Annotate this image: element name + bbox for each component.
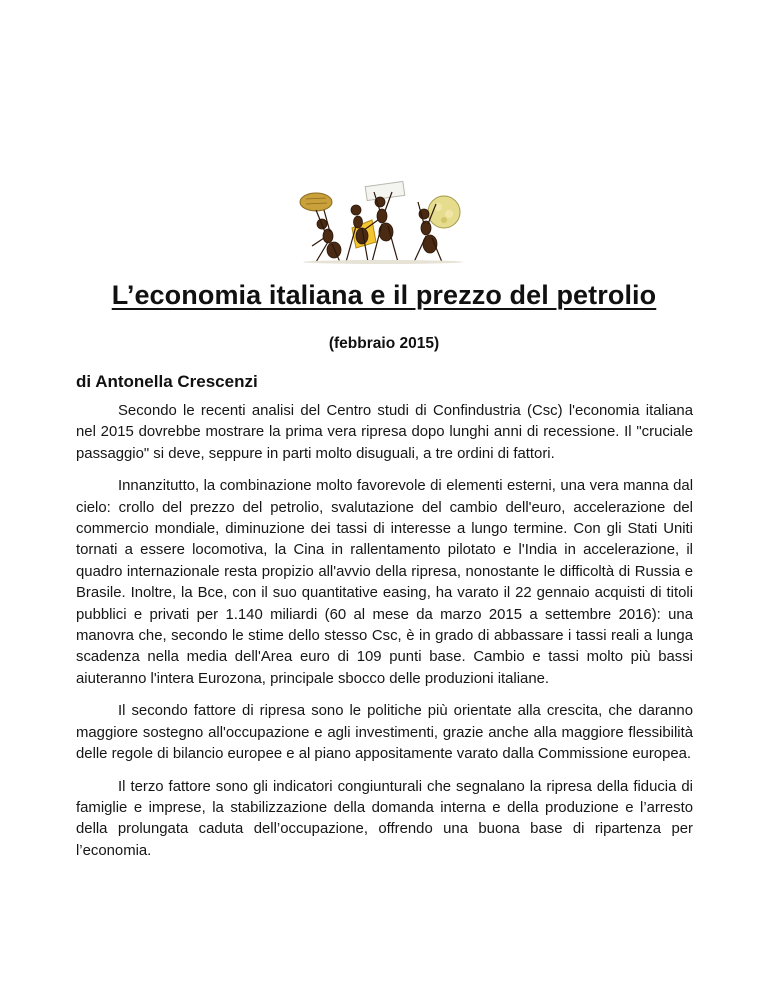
paragraph: Il terzo fattore sono gli indicatori congiunturali che segnalano la ripresa della fiducia di famiglie e imprese, la stabilizzazione della domanda interna e della produzione e l’arresto della prolungata caduta dell’occupazione, offrendo una buona base di ripartenza per l’economia.: [76, 778, 693, 859]
paragraph: Innanzitutto, la combinazione molto favorevole di elementi esterni, una vera manna dal cielo: crollo del prezzo del petrolio, svalutazione del cambio dell'euro, accelerazione del commercio mondiale, diminuzione dei tassi di interesse a lungo termine. Con gli Stati Uniti tornati a essere locomotiva, la Cina in rallentamento pilotato e l'India in accelerazione, il quadro internazionale resta propizio all'avvio della ripresa, nonostante le difficoltà di Russia e Brasile. Inoltre, la Bce, con il suo quantitative easing, ha varato il 22 gennaio acquisti di titoli pubblici e privati per 1.140 miliardi (60 al mese da marzo 2015 a settembre 2016): una manovra che, secondo le stime dello stesso Csc, è in grado di abbassare i tassi reali a lunga scadenza nella media dell'Area euro di 109 punti base. Cambio e tassi molto più bassi aiuteranno l'intera Eurozona, principale sbocco delle produzioni italiane.: [76, 478, 693, 687]
ants-illustration-svg: [294, 180, 472, 264]
paragraph: Il secondo fattore di ripresa sono le politiche più orientate alla crescita, che daranno maggiore sostegno all'occupazione e agli investimenti, grazie anche alla maggiore flessibilità delle regole di bilancio europee e al piano appositamente varato dalla Commissione europea.: [76, 703, 693, 763]
document-author: di Antonella Crescenzi: [76, 372, 258, 391]
document-date: (febbraio 2015): [328, 335, 440, 352]
document-title: L’economia italiana e il prezzo del petrolio: [111, 280, 657, 310]
ants-carrying-goods-illustration: [294, 180, 472, 264]
paragraph: Secondo le recenti analisi del Centro studi di Confindustria (Csc) l'economia italiana nel 2015 dovrebbe mostrare la prima vera ripresa dopo lunghi anni di recessione. Il "cruciale passaggio" si deve, seppure in parti molto disuguali, a tre ordini di fattori.: [76, 403, 693, 462]
article-body: [76, 401, 693, 873]
